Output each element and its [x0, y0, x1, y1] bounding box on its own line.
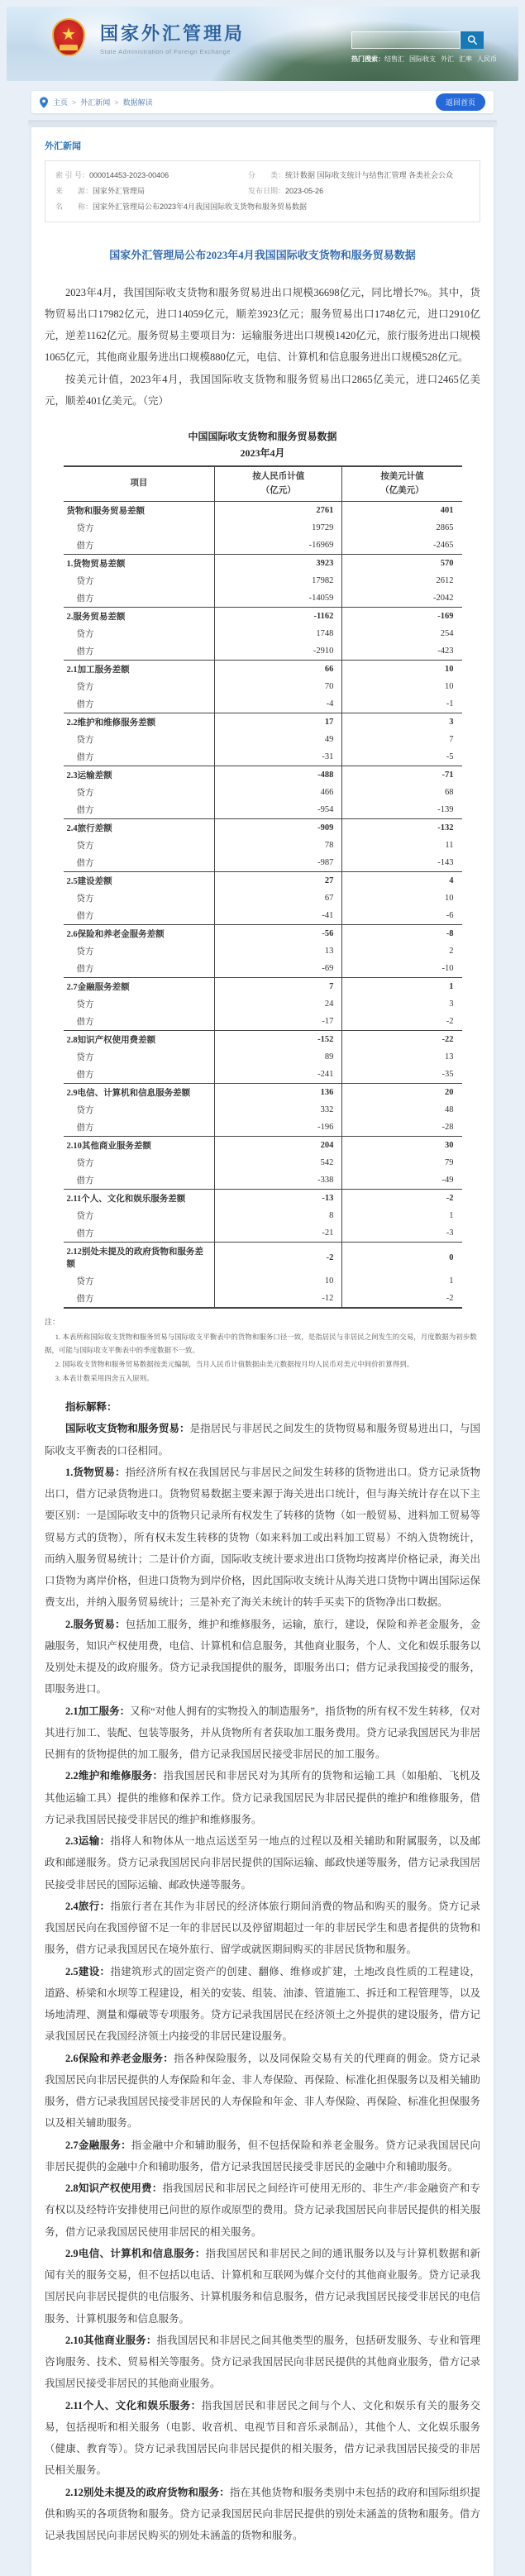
row-label: 贷方: [76, 1277, 94, 1287]
row-label: 贷方: [76, 1212, 94, 1222]
row-rmb-value: -4: [215, 695, 342, 713]
article-paragraph: 按美元计值，2023年4月，我国国际收支货物和服务贸易出口2865亿美元，进口2465亿美元，顺差401亿美元。（完）: [45, 373, 480, 407]
row-label: 贷方: [76, 524, 94, 534]
definition-item: 2.10其他商业服务：指我国居民和非居民之间其他类型的服务，包括研发服务、专业和管理咨询服务、技术、贸易相关等服务。贷方记录我国居民向非居民提供的其他商业服务，借方记录我国居民接受非居民的其他商业服务。: [45, 2334, 480, 2390]
row-usd-value: 0: [342, 1243, 462, 1273]
table-row: [64, 519, 462, 537]
row-label: 贷方: [76, 683, 94, 693]
meta-source: 来 源： 国家外汇管理局: [55, 187, 146, 195]
card-top-shadow: [28, 120, 497, 127]
row-label: 借方: [76, 1123, 94, 1133]
table-row: [64, 872, 462, 890]
definitions-heading: 指标解释：: [65, 1401, 117, 1414]
row-usd-value: 79: [342, 1154, 462, 1171]
row-usd-value: 3: [342, 713, 462, 732]
hot-search-label: 热门搜索：: [351, 55, 384, 63]
row-usd-value: 30: [342, 1137, 462, 1155]
row-label: 贷方: [76, 789, 94, 799]
search-button[interactable]: [461, 31, 484, 49]
row-usd-value: -143: [342, 854, 462, 872]
breadcrumb-link[interactable]: > 数据解读: [110, 97, 152, 107]
row-rmb-value: -41: [215, 907, 342, 925]
trade-data-table-block: [64, 428, 462, 1309]
document-meta-box: [45, 160, 480, 222]
table-row: [64, 625, 462, 642]
row-usd-value: -5: [342, 748, 462, 766]
definition-item: 2.6保险和养老金服务：指各种保险服务，以及同保险交易有关的代理商的佣金。贷方记录我国居民向非居民提供的人寿保险和年金、非人寿保险、再保险、标准化担保服务以及相关辅助服务，借方记录我国居民接受非居民的人寿保险和年金、非人寿保险、再保险、标准化担保服务以及相关辅助服务。: [45, 2052, 480, 2130]
breadcrumb-link[interactable]: > 外汇新闻: [68, 97, 110, 107]
row-rmb-value: -2: [215, 1243, 342, 1273]
definition-item: 国际收支货物和服务贸易：是指居民与非居民之间发生的货物贸易和服务贸易进出口，与国际收支平衡表的口径相同。: [45, 1423, 480, 1457]
table-row: [64, 890, 462, 907]
row-usd-value: 401: [342, 502, 462, 520]
row-label: 2.2维护和维修服务差额: [64, 713, 215, 732]
meta-index: 索 引 号： 000014453-2023-00406: [55, 171, 169, 179]
table-row: [64, 1101, 462, 1119]
table-row: [64, 1048, 462, 1066]
table-row: [64, 995, 462, 1013]
row-usd-value: 2865: [342, 519, 462, 537]
table-row: [64, 960, 462, 978]
row-usd-value: 10: [342, 678, 462, 695]
row-label: 贷方: [76, 894, 94, 904]
row-usd-value: -6: [342, 907, 462, 925]
row-usd-value: 4: [342, 872, 462, 890]
definition-item: 2.3运输：指将人和物体从一地点运送至另一地点的过程以及相关辅助和附属服务，以及邮政和邮递服务。贷方记录我国居民向非居民提供的国际运输、邮政快递等服务，借方记录我国居民接受非居民的国际运输、邮政快递等服务。: [45, 1835, 480, 1891]
breadcrumb-bar: [31, 91, 494, 113]
table-row: [64, 1207, 462, 1224]
table-row: [64, 1171, 462, 1190]
table-row: [64, 678, 462, 695]
table-row: [64, 1066, 462, 1084]
row-usd-value: -2: [342, 1190, 462, 1208]
table-row: [64, 537, 462, 555]
note-item: 1. 本表所称国际收支货物和服务贸易与国际收支平衡表中的货物和服务口径一致，是指居民与非居民之间发生的交易，月度数据为初步数据，可能与国际收支平衡表中的季度数据不一致。: [45, 1332, 477, 1355]
definition-item: 2.2维护和维修服务：指我国居民和非居民对为其所有的货物和运输工具（如船舶、飞机及其他运输工具）提供的维修和保养工作。贷方记录我国居民为非居民提供的维护和维修服务，借方记录我国居民接受非居民的维护和维修服务。: [45, 1770, 480, 1825]
trade-data-table: [64, 465, 462, 1309]
notes-heading: 注：: [45, 1318, 60, 1327]
meta-document-name: 名 称： 国家外汇管理局公布2023年4月我国国际收支货物和服务贸易数据: [55, 203, 308, 211]
row-label: 1.货物贸易差额: [64, 555, 215, 573]
row-rmb-value: 332: [215, 1101, 342, 1119]
row-usd-value: -2042: [342, 589, 462, 608]
row-rmb-value: -241: [215, 1066, 342, 1084]
table-title: 中国国际收支货物和服务贸易数据: [188, 431, 337, 442]
table-header-row: [64, 466, 462, 502]
row-usd-value: -1: [342, 695, 462, 713]
row-usd-value: 570: [342, 555, 462, 573]
row-usd-value: -35: [342, 1066, 462, 1084]
table-row: [64, 1031, 462, 1049]
row-label: 贷方: [76, 1053, 94, 1063]
row-rmb-value: -909: [215, 819, 342, 837]
row-label: 贷方: [76, 1106, 94, 1116]
row-label: 贷方: [76, 736, 94, 746]
row-rmb-value: -31: [215, 748, 342, 766]
row-rmb-value: 67: [215, 890, 342, 907]
row-usd-value: -139: [342, 801, 462, 819]
row-rmb-value: -17: [215, 1013, 342, 1031]
hot-search-link[interactable]: 外汇: [441, 55, 454, 63]
row-label: 借方: [76, 1018, 94, 1028]
row-label: 贷方: [76, 842, 94, 852]
row-usd-value: -3: [342, 1224, 462, 1243]
row-label: 借方: [76, 753, 94, 763]
table-row: [64, 801, 462, 819]
row-label: 借方: [76, 912, 94, 922]
row-rmb-value: 49: [215, 731, 342, 748]
row-label: 借方: [76, 965, 94, 975]
table-row: [64, 766, 462, 785]
table-row: [64, 1013, 462, 1031]
row-usd-value: 48: [342, 1101, 462, 1119]
row-usd-value: -10: [342, 960, 462, 978]
table-row: [64, 748, 462, 766]
table-row: [64, 608, 462, 626]
row-rmb-value: -14059: [215, 589, 342, 608]
table-row: [64, 1272, 462, 1290]
search-area: [351, 31, 497, 64]
row-rmb-value: 10: [215, 1272, 342, 1290]
row-label: 2.8知识产权使用费差额: [64, 1031, 215, 1049]
row-rmb-value: 8: [215, 1207, 342, 1224]
row-rmb-value: -987: [215, 854, 342, 872]
row-rmb-value: -152: [215, 1031, 342, 1049]
row-usd-value: -28: [342, 1119, 462, 1137]
table-row: [64, 1084, 462, 1102]
row-rmb-value: 27: [215, 872, 342, 890]
row-label: 2.11个人、文化和娱乐服务差额: [64, 1190, 215, 1208]
definition-item: 2.服务贸易：包括加工服务，维护和维修服务，运输，旅行，建设，保险和养老金服务，金融服务，知识产权使用费，电信、计算机和信息服务，其他商业服务，个人、文化和娱乐服务以及别处未提及的政府服务。贷方记录我国提供的服务，即服务出口；借方记录我国接受的服务，即服务进口。: [45, 1618, 480, 1696]
note-item: 2. 国际收支货物和服务贸易数据按美元编制，当月人民币计值数据由美元数据按月均人民币对美元中间价折算得到。: [55, 1360, 414, 1369]
row-rmb-value: 70: [215, 678, 342, 695]
row-rmb-value: 542: [215, 1154, 342, 1171]
definition-item: 1.货物贸易：指经济所有权在我国居民与非居民之间发生转移的货物进出口。贷方记录货物出口，借方记录货物进口。货物贸易数据主要来源于海关进出口统计，但与海关统计存在以下主要区别：一是国际收支中的货物只记录所有权发生了转移的货物（如一般贸易、进料加工贸易等贸易方式的货物），所有权未发生转移的货物（如来料加工或出料加工贸易）不纳入货物统计，而纳入服务贸易统计；二是计价方面，国际收支统计要求进出口货物均按离岸价格记录，海关出口货物为离岸价格，但进口货物为到岸价格，因此国际收支统计从海关进口货物中调出国际运保费支出，并纳入服务贸易统计；三是补充了海关未统计的转手买卖下的货物净出口数据。: [45, 1466, 480, 1609]
row-label: 贷方: [76, 1000, 94, 1010]
row-label: 借方: [76, 1295, 94, 1305]
table-row: [64, 713, 462, 732]
table-row: [64, 661, 462, 679]
row-label: 借方: [76, 1071, 94, 1080]
row-rmb-value: -69: [215, 960, 342, 978]
row-usd-value: 254: [342, 625, 462, 642]
row-usd-value: -2: [342, 1290, 462, 1308]
row-rmb-value: 466: [215, 784, 342, 801]
row-usd-value: 2: [342, 942, 462, 960]
article-paragraph: 2023年4月，我国国际收支货物和服务贸易进出口规模36698亿元，同比增长7%。其中，货物贸易出口17982亿元，进口14059亿元，顺差3923亿元；服务贸易出口1748亿元，进口2910亿元，逆差1162亿元。服务贸易主要项目为：运输服务进出口规模1420亿元，旅行服务进出口规模1065亿元，其他商业服务进出口规模880亿元，电信、计算机和信息服务进出口规模528亿元。: [45, 286, 480, 364]
row-rmb-value: 2761: [215, 502, 342, 520]
search-icon: [467, 35, 478, 45]
row-rmb-value: -16969: [215, 537, 342, 555]
row-label: 2.1加工服务差额: [64, 661, 215, 679]
row-rmb-value: 17982: [215, 572, 342, 589]
row-usd-value: 68: [342, 784, 462, 801]
header-banner: [7, 7, 518, 81]
row-rmb-value: -56: [215, 925, 342, 943]
hot-search: [351, 55, 497, 64]
row-label: 借方: [76, 1229, 94, 1239]
site-title: 国家外汇管理局: [100, 22, 246, 44]
definition-item: 2.9电信、计算机和信息服务：指我国居民和非居民之间的通讯服务以及与计算机数据和新闻有关的服务交易，但不包括以电话、计算机和互联网为媒介交付的其他商业服务。贷方记录我国居民向非居民提供的电信服务、计算机服务和信息服务，借方记录我国居民接受非居民的电信服务、计算机服务和信息服务。: [45, 2247, 480, 2325]
column-header-rmb: 按人民币计值 （亿元）: [215, 466, 342, 502]
row-label: 贷方: [76, 1159, 94, 1169]
row-usd-value: 1: [342, 1207, 462, 1224]
row-usd-value: 3: [342, 995, 462, 1013]
row-label: 2.12别处未提及的政府货物和服务差额: [64, 1243, 215, 1273]
row-label: 2.6保险和养老金服务差额: [64, 925, 215, 943]
row-label: 贷方: [76, 947, 94, 957]
search-input[interactable]: [351, 31, 461, 49]
row-usd-value: 10: [342, 661, 462, 679]
table-row: [64, 925, 462, 943]
row-rmb-value: 89: [215, 1048, 342, 1066]
hot-search-link[interactable]: 汇率: [459, 55, 472, 63]
row-usd-value: 13: [342, 1048, 462, 1066]
row-label: 借方: [76, 594, 94, 604]
table-row: [64, 1243, 462, 1273]
row-rmb-value: -1162: [215, 608, 342, 626]
row-label: 贷方: [76, 630, 94, 640]
row-label: 货物和服务贸易差额: [64, 502, 215, 520]
note-item: 3. 本表计数采用四舍五入原则。: [55, 1373, 154, 1382]
row-rmb-value: 19729: [215, 519, 342, 537]
row-label: 借方: [76, 1176, 94, 1186]
row-usd-value: 20: [342, 1084, 462, 1102]
row-rmb-value: 66: [215, 661, 342, 679]
row-label: 2.10其他商业服务差额: [64, 1137, 215, 1155]
row-usd-value: 7: [342, 731, 462, 748]
breadcrumb: [53, 97, 153, 107]
definition-item: 2.4旅行：指旅行者在其作为非居民的经济体旅行期间消费的物品和购买的服务。贷方记录我国居民向在我国停留不足一年的非居民以及停留期超过一年的非居民学生和患者提供的货物和服务，借方记录我国居民在境外旅行、留学或就医期间购买的非居民货物和服务。: [45, 1900, 480, 1956]
site-brand[interactable]: [52, 18, 245, 56]
row-label: 借方: [76, 700, 94, 710]
row-label: 2.7金融服务差额: [64, 978, 215, 996]
row-label: 2.3运输差额: [64, 766, 215, 785]
table-row: [64, 1224, 462, 1243]
row-label: 借方: [76, 541, 94, 551]
row-usd-value: -71: [342, 766, 462, 785]
row-usd-value: -49: [342, 1171, 462, 1190]
definition-item: 2.12别处未提及的政府货物和服务：指在其他货物和服务类别中未包括的政府和国际组织提供和购买的各项货物和服务。贷方记录我国居民向非居民提供的别处未涵盖的货物和服务。借方记录我国居民向非居民购买的别处未涵盖的货物和服务。: [45, 2486, 480, 2542]
row-rmb-value: 24: [215, 995, 342, 1013]
definition-item: 2.7金融服务：指金融中介和辅助服务，但不包括保险和养老金服务。贷方记录我国居民向非居民提供的金融中介和辅助服务，借方记录我国居民接受非居民的金融中介和辅助服务。: [45, 2139, 480, 2173]
row-usd-value: -169: [342, 608, 462, 626]
row-rmb-value: 13: [215, 942, 342, 960]
table-row: [64, 1119, 462, 1137]
table-row: [64, 589, 462, 608]
table-row: [64, 837, 462, 854]
back-home-button[interactable]: 返回首页: [436, 93, 485, 111]
meta-category: 分 类： 统计数据 国际收支统计与结售汇管理 各类社会公众: [248, 171, 454, 179]
table-row: [64, 642, 462, 661]
table-row: [64, 1190, 462, 1208]
article-paragraphs: [45, 282, 480, 413]
row-label: 借方: [76, 859, 94, 869]
row-usd-value: 11: [342, 837, 462, 854]
hot-search-link[interactable]: 国际收支: [409, 55, 436, 63]
table-row: [64, 695, 462, 713]
emblem-gate-icon: [60, 45, 78, 50]
row-label: 贷方: [76, 577, 94, 587]
table-row: [64, 1154, 462, 1171]
row-usd-value: 1: [342, 1272, 462, 1290]
row-label: 2.9电信、计算机和信息服务差额: [64, 1084, 215, 1102]
row-rmb-value: -954: [215, 801, 342, 819]
table-row: [64, 784, 462, 801]
row-rmb-value: 17: [215, 713, 342, 732]
emblem-star-icon: ★: [61, 25, 76, 44]
row-label: 2.服务贸易差额: [64, 608, 215, 626]
article-title: 国家外汇管理局公布2023年4月我国国际收支货物和服务贸易数据: [109, 249, 416, 261]
row-rmb-value: 136: [215, 1084, 342, 1102]
location-pin-icon: [40, 97, 48, 108]
table-row: [64, 572, 462, 589]
row-usd-value: -22: [342, 1031, 462, 1049]
row-usd-value: 2612: [342, 572, 462, 589]
row-usd-value: -2: [342, 1013, 462, 1031]
main-content-card: [31, 127, 494, 2576]
table-row: [64, 819, 462, 837]
row-rmb-value: -488: [215, 766, 342, 785]
definitions-list: [45, 1418, 480, 2546]
table-row: [64, 555, 462, 573]
table-row: [64, 942, 462, 960]
definition-item: 2.11个人、文化和娱乐服务：指我国居民和非居民之间与个人、文化和娱乐有关的服务交易，包括视听和相关服务（电影、收音机、电视节目和音乐录制品），其他个人、文化娱乐服务（健康、教育等）。贷方记录我国居民向非居民提供的相关服务，借方记录我国居民接受的非居民相关服务。: [45, 2399, 480, 2477]
row-rmb-value: -196: [215, 1119, 342, 1137]
row-label: 借方: [76, 647, 94, 657]
row-usd-value: -132: [342, 819, 462, 837]
row-usd-value: 1: [342, 978, 462, 996]
row-rmb-value: 78: [215, 837, 342, 854]
definition-item: 2.8知识产权使用费：指我国居民和非居民之间经许可使用无形的、非生产/非金融资产和专有权以及经特许安排使用已问世的原作或原型的费用。贷方记录我国居民向非居民提供的相关服务，借方记录我国居民使用非居民的相关服务。: [45, 2182, 480, 2238]
column-header-usd: 按美元计值 （亿美元）: [342, 466, 462, 502]
table-notes: [45, 1315, 480, 1385]
column-header-item: 项目: [64, 466, 215, 502]
row-rmb-value: -338: [215, 1171, 342, 1190]
site-subtitle: State Administration of Foreign Exchange: [100, 47, 231, 55]
table-row: [64, 907, 462, 925]
hot-search-link[interactable]: 人民币: [477, 55, 497, 63]
definition-item: 2.5建设：指建筑形式的固定资产的创建、翻修、维修或扩建，土地改良性质的工程建设，道路、桥梁和水坝等工程建设，相关的安装、组装、油漆、管道施工、拆迁和工程管理等，以及场地清理、测量和爆破等专项服务。贷方记录我国居民在经济领土之外提供的建设服务，借方记录我国居民在我国经济领土内接受的非居民建设服务。: [45, 1965, 480, 2043]
table-row: [64, 854, 462, 872]
row-usd-value: -2465: [342, 537, 462, 555]
table-row: [64, 1290, 462, 1308]
table-subtitle: 2023年4月: [240, 447, 285, 460]
row-rmb-value: 7: [215, 978, 342, 996]
national-emblem-logo: [52, 18, 85, 56]
section-title: 外汇新闻: [45, 141, 81, 151]
row-label: 借方: [76, 806, 94, 816]
table-row: [64, 1137, 462, 1155]
row-rmb-value: 1748: [215, 625, 342, 642]
breadcrumb-link[interactable]: 主页: [53, 98, 69, 107]
row-rmb-value: 204: [215, 1137, 342, 1155]
row-rmb-value: -2910: [215, 642, 342, 661]
table-row: [64, 978, 462, 996]
row-rmb-value: -21: [215, 1224, 342, 1243]
definition-item: 2.1加工服务：又称“对他人拥有的实物投入的制造服务”，指货物的所有权不发生转移，仅对其进行加工、装配、包装等服务，并从货物所有者获取加工服务费用。贷方记录我国居民为非居民拥有的货物提供的加工服务，借方记录我国居民接受非居民的加工服务。: [45, 1705, 480, 1761]
row-rmb-value: 3923: [215, 555, 342, 573]
row-rmb-value: -12: [215, 1290, 342, 1308]
hot-search-link[interactable]: 结售汇: [384, 55, 404, 63]
table-row: [64, 731, 462, 748]
row-usd-value: -8: [342, 925, 462, 943]
table-row: [64, 502, 462, 520]
row-usd-value: 10: [342, 890, 462, 907]
row-label: 2.5建设差额: [64, 872, 215, 890]
article: [45, 247, 480, 2546]
row-rmb-value: -13: [215, 1190, 342, 1208]
row-usd-value: -423: [342, 642, 462, 661]
meta-publish-date: 发布日期： 2023-05-26: [248, 187, 324, 195]
row-label: 2.4旅行差额: [64, 819, 215, 837]
